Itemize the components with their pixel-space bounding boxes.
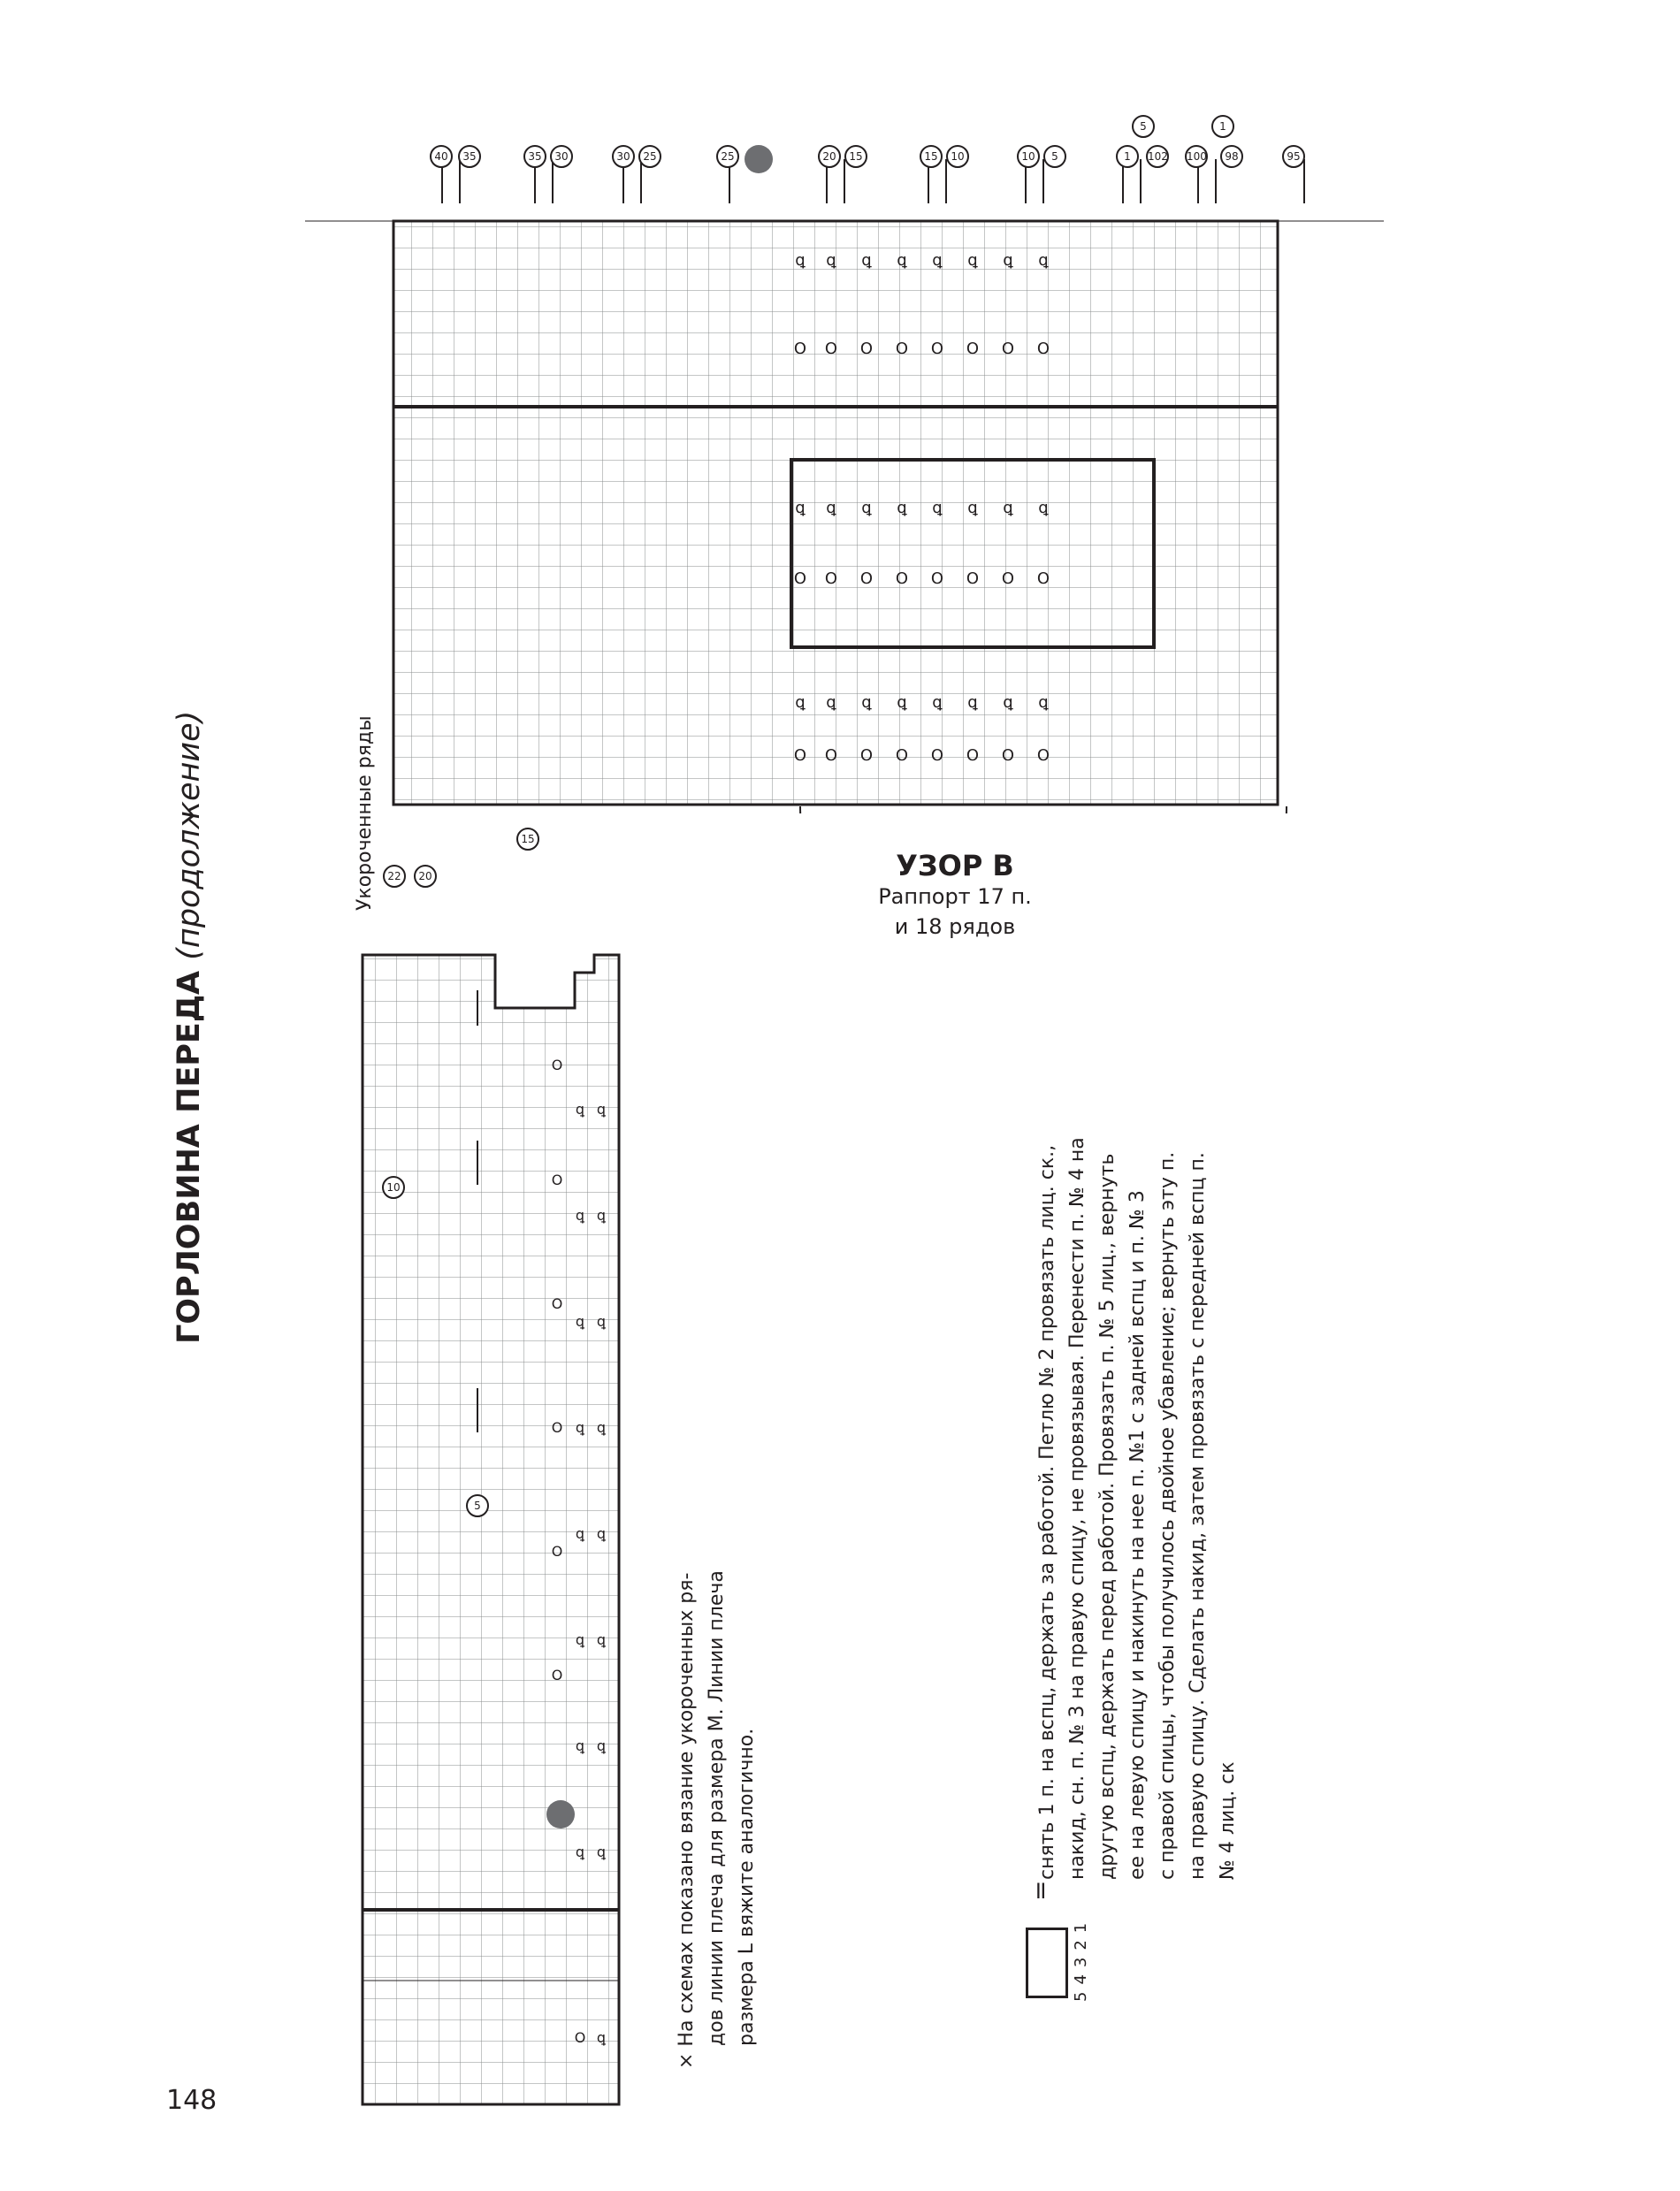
- marker-15: 15: [516, 828, 539, 851]
- svg-text:O: O: [824, 340, 838, 358]
- svg-text:ꝗ: ꝗ: [596, 1844, 607, 1860]
- svg-text:ꝗ: ꝗ: [861, 693, 872, 712]
- svg-text:O: O: [1001, 340, 1015, 358]
- svg-text:O: O: [895, 569, 909, 588]
- svg-text:ꝗ: ꝗ: [1003, 693, 1013, 712]
- top-marker: 35: [458, 145, 481, 168]
- svg-text:O: O: [895, 340, 909, 358]
- svg-text:O: O: [1001, 569, 1015, 588]
- svg-text:ꝗ: ꝗ: [897, 499, 907, 517]
- svg-text:O: O: [551, 1172, 563, 1188]
- page-title: [172, 711, 207, 1344]
- marker-20: 20: [414, 865, 437, 888]
- top-marker: 100: [1185, 145, 1208, 168]
- svg-text:ꝗ: ꝗ: [795, 693, 806, 712]
- title-subtitle: (продолжение): [172, 710, 207, 960]
- top-marker: 10: [1017, 145, 1040, 168]
- svg-text:ꝗ: ꝗ: [932, 693, 943, 712]
- pattern-repeat-stitches: Раппорт 17 п.: [878, 884, 1032, 909]
- svg-text:O: O: [551, 1295, 563, 1312]
- top-marker: 1: [1116, 145, 1139, 168]
- svg-text:ꝗ: ꝗ: [1038, 251, 1049, 270]
- svg-text:ꝗ: ꝗ: [795, 251, 806, 270]
- svg-text:ꝗ: ꝗ: [575, 1207, 585, 1224]
- svg-text:O: O: [930, 746, 944, 765]
- page-number: 148: [166, 2085, 218, 2116]
- svg-text:ꝗ: ꝗ: [596, 2029, 607, 2046]
- svg-text:ꝗ: ꝗ: [575, 1737, 585, 1754]
- svg-text:ꝗ: ꝗ: [596, 1525, 607, 1542]
- legend-equals: =: [1026, 1880, 1055, 1901]
- svg-text:ꝗ: ꝗ: [932, 499, 943, 517]
- row-start-dot: [546, 1800, 575, 1828]
- svg-text:ꝗ: ꝗ: [861, 499, 872, 517]
- legend-symbol-numbers: 54321: [1072, 1915, 1090, 2002]
- svg-text:O: O: [966, 340, 980, 358]
- svg-text:O: O: [859, 569, 874, 588]
- svg-text:O: O: [551, 1057, 563, 1073]
- top-marker: 40: [430, 145, 453, 168]
- svg-text:ꝗ: ꝗ: [596, 1101, 607, 1118]
- svg-text:O: O: [930, 340, 944, 358]
- svg-text:O: O: [1036, 569, 1050, 588]
- svg-text:ꝗ: ꝗ: [596, 1419, 607, 1436]
- svg-text:ꝗ: ꝗ: [575, 1419, 585, 1436]
- top-marker-dot: [745, 145, 773, 173]
- svg-text:O: O: [824, 569, 838, 588]
- svg-text:O: O: [966, 569, 980, 588]
- pattern-chart: [305, 141, 1384, 813]
- note-mark: ×: [676, 2052, 698, 2069]
- svg-text:O: O: [551, 1667, 563, 1683]
- svg-text:O: O: [793, 340, 807, 358]
- svg-text:ꝗ: ꝗ: [861, 251, 872, 270]
- svg-text:ꝗ: ꝗ: [967, 499, 978, 517]
- svg-text:ꝗ: ꝗ: [967, 693, 978, 712]
- svg-text:ꝗ: ꝗ: [1003, 499, 1013, 517]
- svg-text:ꝗ: ꝗ: [897, 251, 907, 270]
- top-marker: 15: [844, 145, 867, 168]
- top-marker: 10: [946, 145, 969, 168]
- legend-symbol: [1026, 1928, 1068, 1998]
- svg-text:O: O: [793, 746, 807, 765]
- svg-text:ꝗ: ꝗ: [596, 1313, 607, 1330]
- svg-text:ꝗ: ꝗ: [575, 1101, 585, 1118]
- svg-text:ꝗ: ꝗ: [897, 693, 907, 712]
- svg-text:O: O: [793, 569, 807, 588]
- top-marker: 102: [1146, 145, 1169, 168]
- svg-text:ꝗ: ꝗ: [596, 1737, 607, 1754]
- svg-text:ꝗ: ꝗ: [1038, 693, 1049, 712]
- marker-5: 5: [466, 1494, 489, 1517]
- short-rows-chart: [354, 937, 628, 2140]
- short-rows-note: × На схемах показано вязание укороченных ря- дов линии плеча для размера М. Линии плеча размера L вяжите аналогично.: [676, 1570, 758, 2069]
- svg-text:O: O: [824, 746, 838, 765]
- svg-text:ꝗ: ꝗ: [826, 499, 836, 517]
- top-marker: 20: [818, 145, 841, 168]
- svg-text:ꝗ: ꝗ: [575, 1631, 585, 1648]
- svg-text:O: O: [551, 1419, 563, 1436]
- pattern-title: УЗОР В: [896, 849, 1014, 882]
- top-marker: 25: [638, 145, 661, 168]
- svg-text:ꝗ: ꝗ: [795, 499, 806, 517]
- top-marker: 5: [1132, 115, 1155, 138]
- svg-text:O: O: [930, 569, 944, 588]
- top-marker: 1: [1211, 115, 1234, 138]
- svg-text:ꝗ: ꝗ: [575, 1313, 585, 1330]
- marker-22: 22: [383, 865, 406, 888]
- top-marker: 95: [1282, 145, 1305, 168]
- top-marker: 15: [920, 145, 943, 168]
- svg-text:ꝗ: ꝗ: [967, 251, 978, 270]
- svg-text:O: O: [1036, 746, 1050, 765]
- top-marker: 98: [1220, 145, 1243, 168]
- svg-text:ꝗ: ꝗ: [575, 1525, 585, 1542]
- svg-text:ꝗ: ꝗ: [826, 251, 836, 270]
- svg-text:O: O: [895, 746, 909, 765]
- svg-text:ꝗ: ꝗ: [1003, 251, 1013, 270]
- pattern-repeat-rows: и 18 рядов: [894, 914, 1016, 939]
- svg-text:O: O: [551, 1543, 563, 1560]
- title-main: ГОРЛОВИНА ПЕРЕДА: [172, 970, 207, 1344]
- svg-text:ꝗ: ꝗ: [596, 1207, 607, 1224]
- svg-text:ꝗ: ꝗ: [932, 251, 943, 270]
- marker-10: 10: [382, 1176, 405, 1199]
- svg-text:ꝗ: ꝗ: [826, 693, 836, 712]
- top-marker: 30: [550, 145, 573, 168]
- svg-text:O: O: [574, 2029, 586, 2046]
- svg-text:ꝗ: ꝗ: [575, 1844, 585, 1860]
- svg-text:O: O: [1036, 340, 1050, 358]
- top-marker: 5: [1043, 145, 1066, 168]
- svg-text:ꝗ: ꝗ: [1038, 499, 1049, 517]
- top-marker: 25: [716, 145, 739, 168]
- top-marker: 30: [612, 145, 635, 168]
- legend-description: снять 1 п. на вспц, держать за работой. Петлю № 2 провязать лиц. ск., накид, сн. п. № 3 на правую спицу, не провязывая. Перенести п. № 4 на другую вспц, держать перед работой. Провязать п. № 5 лиц., вернуть ее на левую спицу и накинуть на нее п. №1 с задней вспц и п. № 3 с правой спицы, чтобы получилось двойное убавление; вернуть эту п. на правую спицу. Сделать накид, затем провязать с передней вспц п. № 4 лиц. ск: [1036, 1137, 1239, 1880]
- svg-text:ꝗ: ꝗ: [596, 1631, 607, 1648]
- top-marker: 35: [523, 145, 546, 168]
- svg-text:O: O: [966, 746, 980, 765]
- svg-text:O: O: [859, 340, 874, 358]
- svg-text:O: O: [859, 746, 874, 765]
- short-rows-label: Укороченные ряды: [354, 715, 376, 911]
- svg-text:O: O: [1001, 746, 1015, 765]
